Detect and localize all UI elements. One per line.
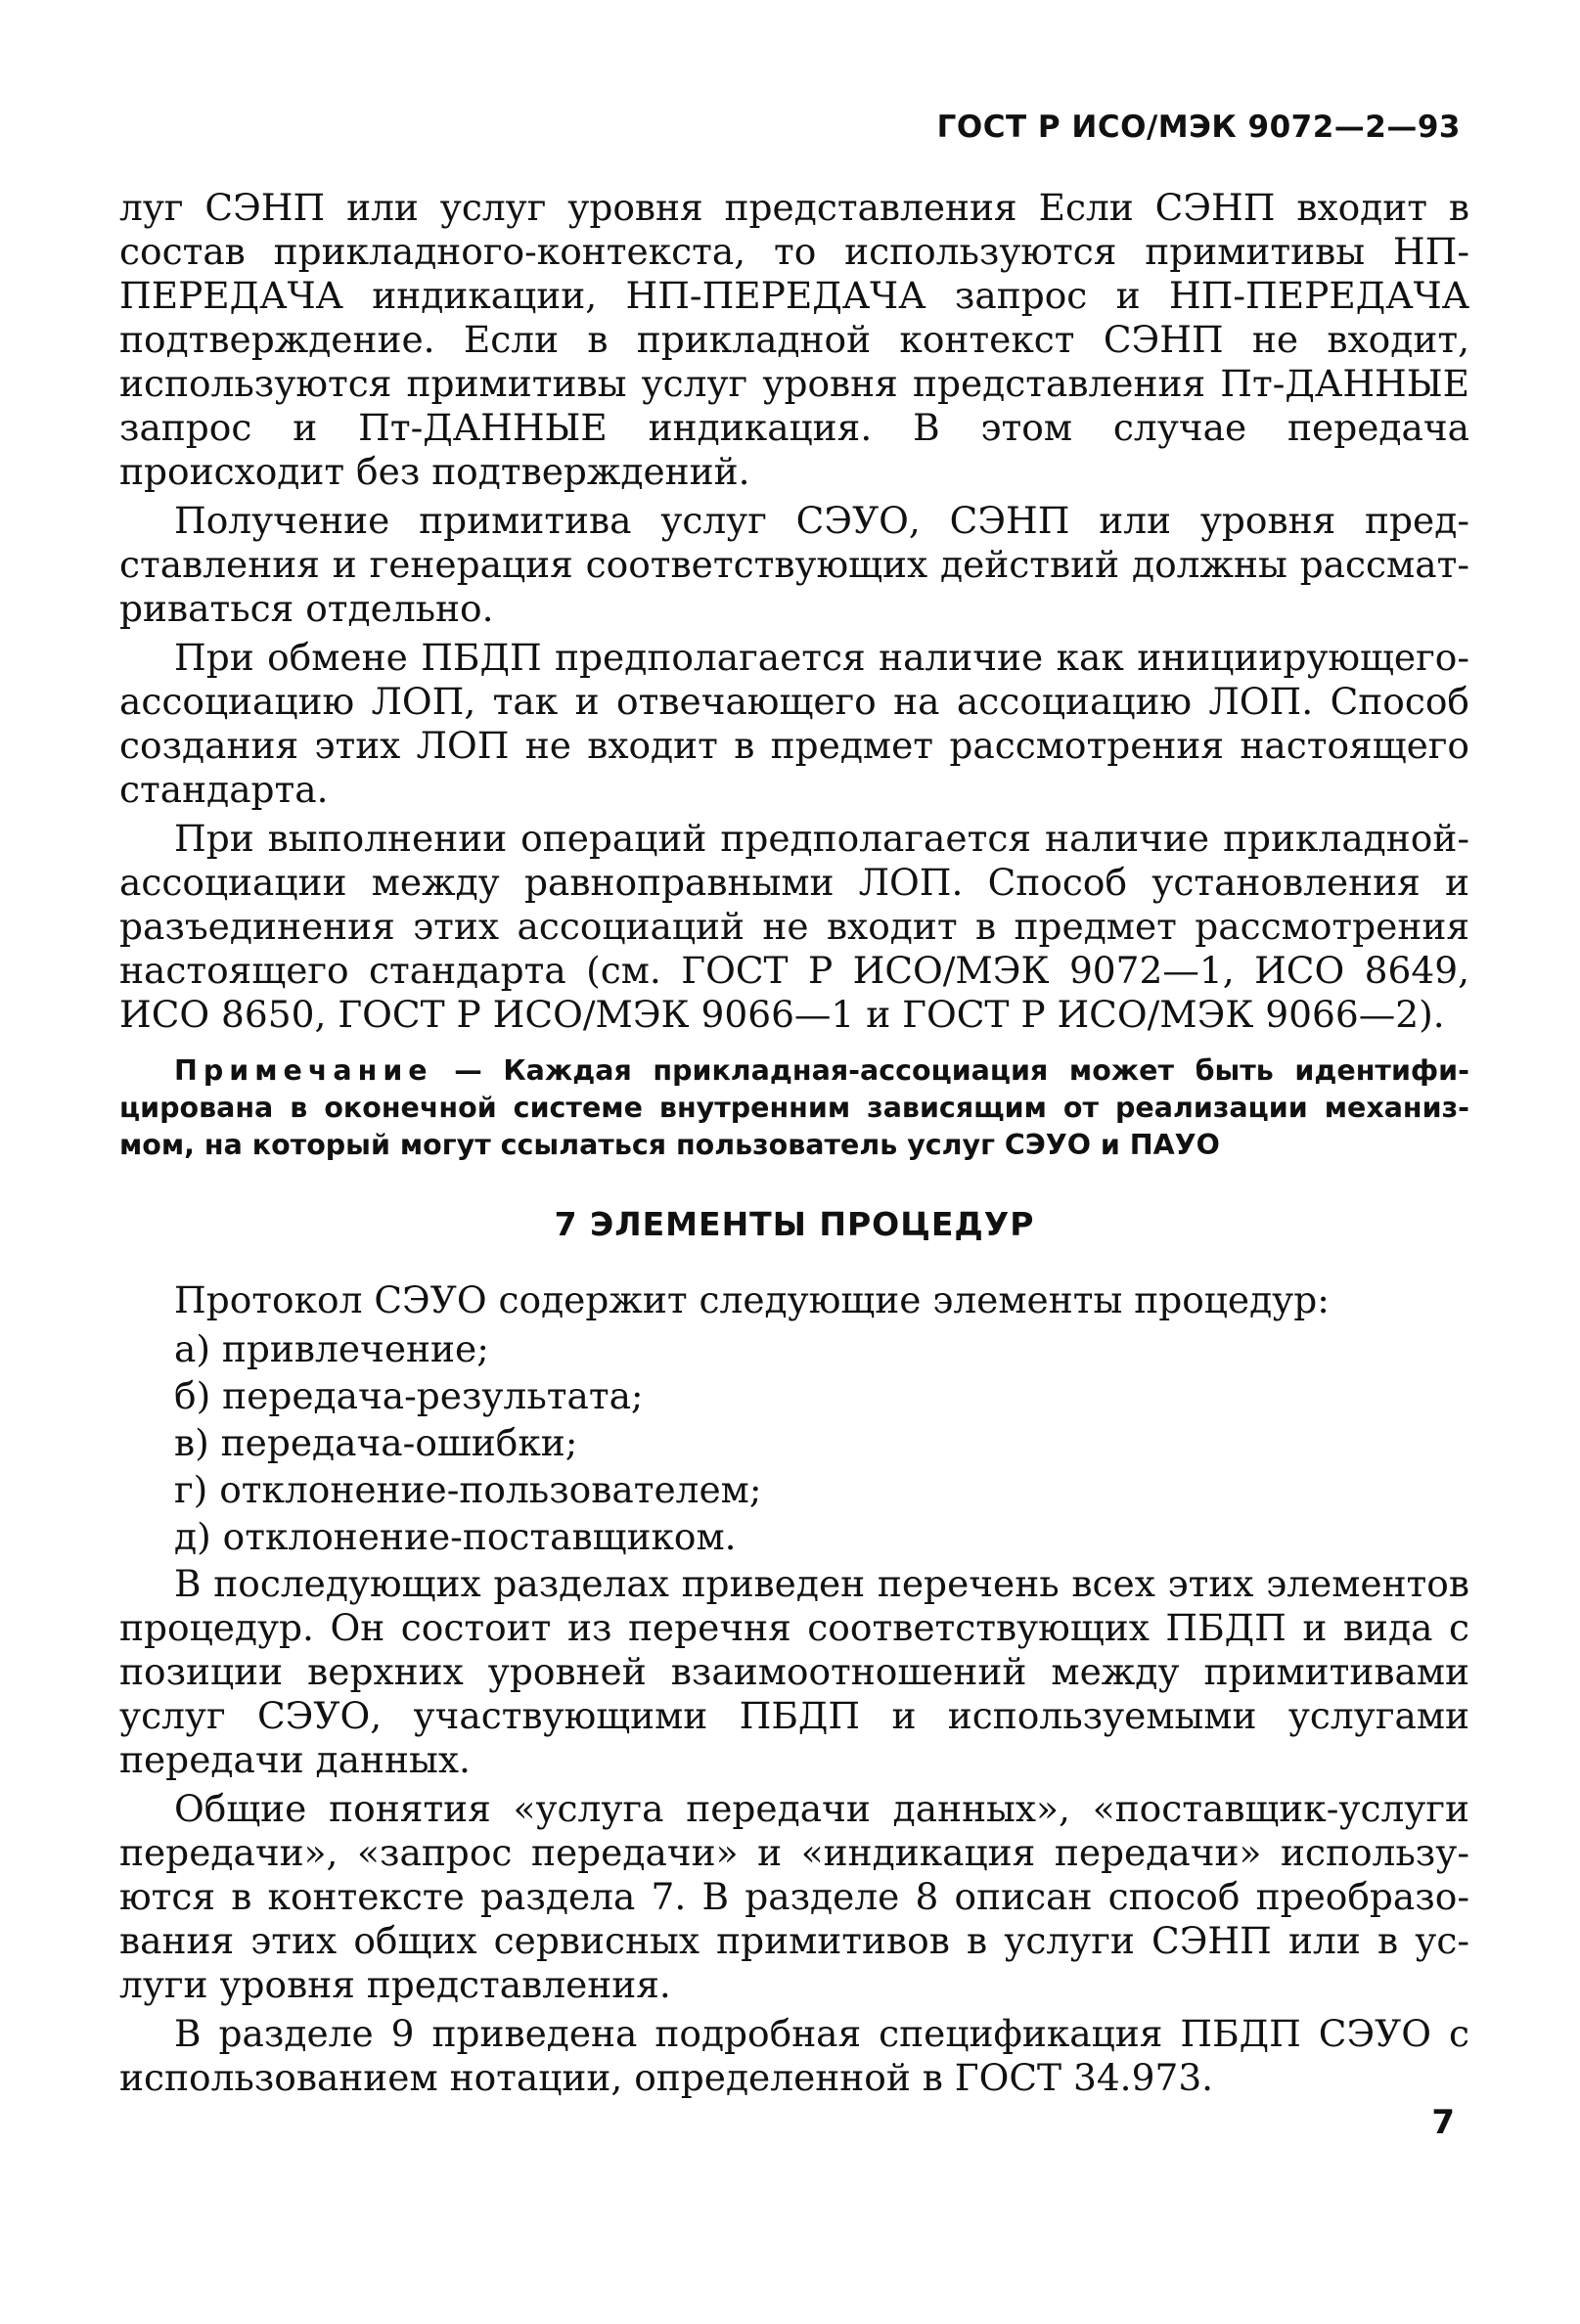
note-label: Примечание xyxy=(174,1054,433,1087)
paragraph: В разделе 9 приведена подробная спецификация ПБДП СЭУО с использованием нотации, определенной в ГОСТ 34.973. xyxy=(119,2012,1469,2099)
paragraph-continued: луг СЭНП или услуг уровня представления Если СЭНП входит в состав прикладного-контекста, то используются примитивы НП-ПЕРЕДАЧА индикации, НП-ПЕРЕДАЧА запрос и НП-ПЕРЕДАЧА подтверждение. Если в прикладной контекст СЭНП не входит, используются примитивы услуг уровня представления Пт-ДАННЫЕ запрос и Пт-ДАННЫЕ индикация. В этом случае передача происходит без подтверждений. xyxy=(119,186,1469,493)
paragraph: В последующих разделах приведен перечень всех этих элементов процедур. Он состоит из перечня соответствующих ПБДП и вида с позиции верхних уровней взаимоотношений между примитивами услуг СЭУО, участвующими ПБДП и используемыми услугами передачи данных. xyxy=(119,1562,1469,1781)
paragraph: При обмене ПБДП предполагается наличие как инициирующего-ассоциацию ЛОП, так и отвечающего на ассоциацию ЛОП. Способ создания этих ЛОП не входит в предмет рассмотрения настоящего стандарта. xyxy=(119,636,1469,811)
list-item: г) отклонение-пользователем; xyxy=(174,1468,762,1511)
paragraph: Получение примитива услуг СЭУО, СЭНП или уровня представления и генерация соответствующих действий должны рассматриваться отдельно. xyxy=(119,499,1469,630)
list-item: а) привлечение; xyxy=(174,1327,489,1370)
paragraph: При выполнении операций предполагается наличие прикладной-ассоциации между равноправными ЛОП. Способ установления и разъединения этих ассоциаций не входит в предмет рассмотрения настоящего стандарта (см. ГОСТ Р ИСО/МЭК 9072—1, ИСО 8649, ИСО 8650, ГОСТ Р ИСО/МЭК 9066—1 и ГОСТ Р ИСО/МЭК 9066—2). xyxy=(119,817,1469,1036)
note xyxy=(119,1052,1469,1164)
list-item: в) передача-ошибки; xyxy=(174,1421,578,1464)
procedure-elements-list xyxy=(119,1327,1469,1559)
page-header: ГОСТ Р ИСО/МЭК 9072—2—93 xyxy=(936,110,1461,145)
page-content xyxy=(119,186,1469,2105)
page-number: 7 xyxy=(1431,2103,1455,2142)
section-title: 7 ЭЛЕМЕНТЫ ПРОЦЕДУР xyxy=(554,1205,1035,1243)
note-text: — Каждая прикладная-ассоциация может быть идентифицирована в оконечной системе внутренним зависящим от реализации механизмом, на который могут ссылаться пользователь услуг СЭУО и ПАУО xyxy=(119,1054,1469,1161)
paragraph: Общие понятия «услуга передачи данных», «поставщик-услуги передачи», «запрос передачи» и «индикация передачи» используются в контексте раздела 7. В разделе 8 описан способ преобразования этих общих сервисных примитивов в услуги СЭНП или в услуги уровня представления. xyxy=(119,1787,1469,2006)
section-intro: Протокол СЭУО содержит следующие элементы процедур: xyxy=(174,1278,1330,1321)
list-item: д) отклонение-поставщиком. xyxy=(174,1515,737,1558)
list-item: б) передача-результата; xyxy=(174,1374,644,1417)
